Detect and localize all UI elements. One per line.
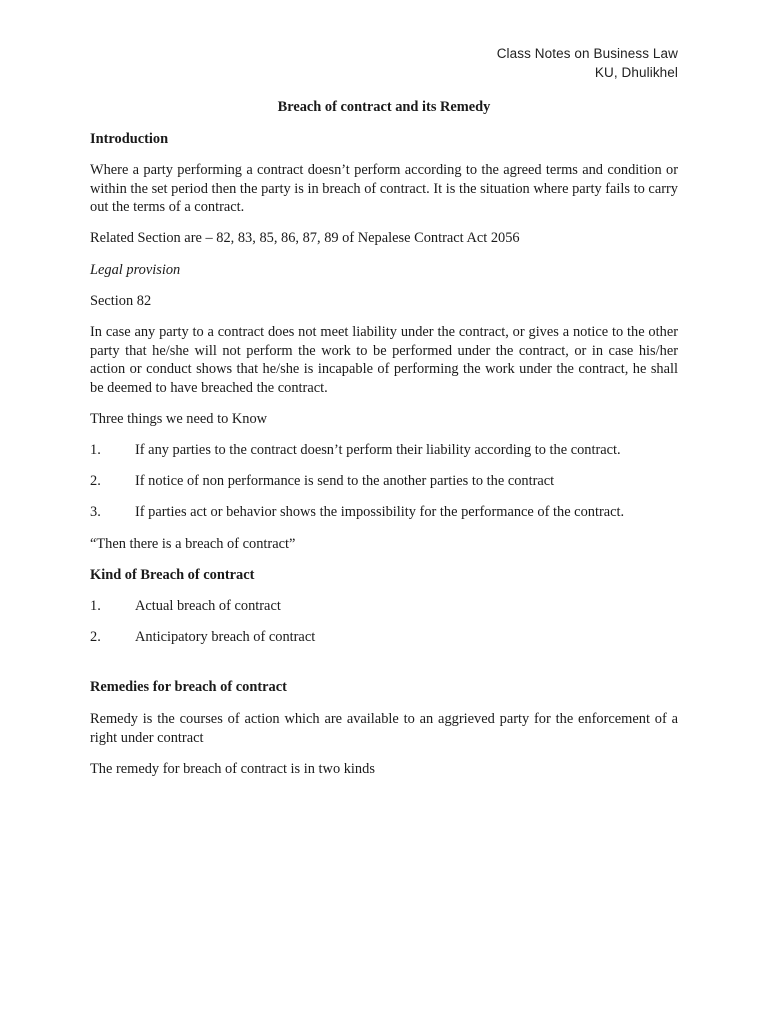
list-text: If notice of non performance is send to the another parties to the contract [135,473,555,490]
things-list [90,441,678,522]
list-item [90,441,678,460]
kind-heading: Kind of Breach of contract [90,566,255,583]
list-item [90,597,678,616]
remedy-kinds: The remedy for breach of contract is in two kinds [90,760,375,777]
document-body [90,98,678,791]
remedies-heading: Remedies for breach of contract [90,679,287,696]
section-82-paragraph: In case any party to a contract does not meet liability under the contract, or gives a notice to the other party that he/she will not perform the work to be performed under the contract, or in case his/her action or conduct shows that he/she is incapable of performing the work under the contract, he shall be deemed to have breached the contract. [90,324,678,397]
document-title: Breach of contract and its Remedy [277,99,491,115]
remedy-paragraph: Remedy is the courses of action which are available to an aggrieved party for the enforcement of a right under contract [90,710,678,746]
list-text: Anticipatory breach of contract [135,629,316,646]
list-text: If parties act or behavior shows the impossibility for the performance of the contract. [135,504,625,521]
section-spacer [90,659,678,678]
list-number: 2. [90,629,101,646]
list-text: Actual breach of contract [135,598,281,615]
list-text: If any parties to the contract doesn’t perform their liability according to the contract. [135,442,621,459]
list-number: 2. [90,473,101,490]
three-things-label: Three things we need to Know [90,411,268,428]
header-institution: KU, Dhulikhel [594,65,678,80]
list-number: 1. [90,598,101,615]
intro-paragraph: Where a party performing a contract doesn’t perform according to the agreed terms and condition or within the set period then the party is in breach of contract. It is the situation where party fails to carry out the terms of a contract. [90,162,678,216]
list-item [90,503,678,522]
kind-list [90,597,678,647]
list-number: 1. [90,442,101,459]
list-item [90,628,678,647]
breach-quote: “Then there is a breach of contract” [90,535,296,552]
section-label: Section 82 [90,293,152,310]
header-course: Class Notes on Business Law [496,46,678,61]
related-sections: Related Section are – 82, 83, 85, 86, 87, 89 of Nepalese Contract Act 2056 [90,230,520,247]
legal-provision-label: Legal provision [90,261,181,278]
page-header [497,44,678,82]
introduction-heading: Introduction [90,130,169,147]
list-item [90,472,678,491]
list-number: 3. [90,504,101,521]
